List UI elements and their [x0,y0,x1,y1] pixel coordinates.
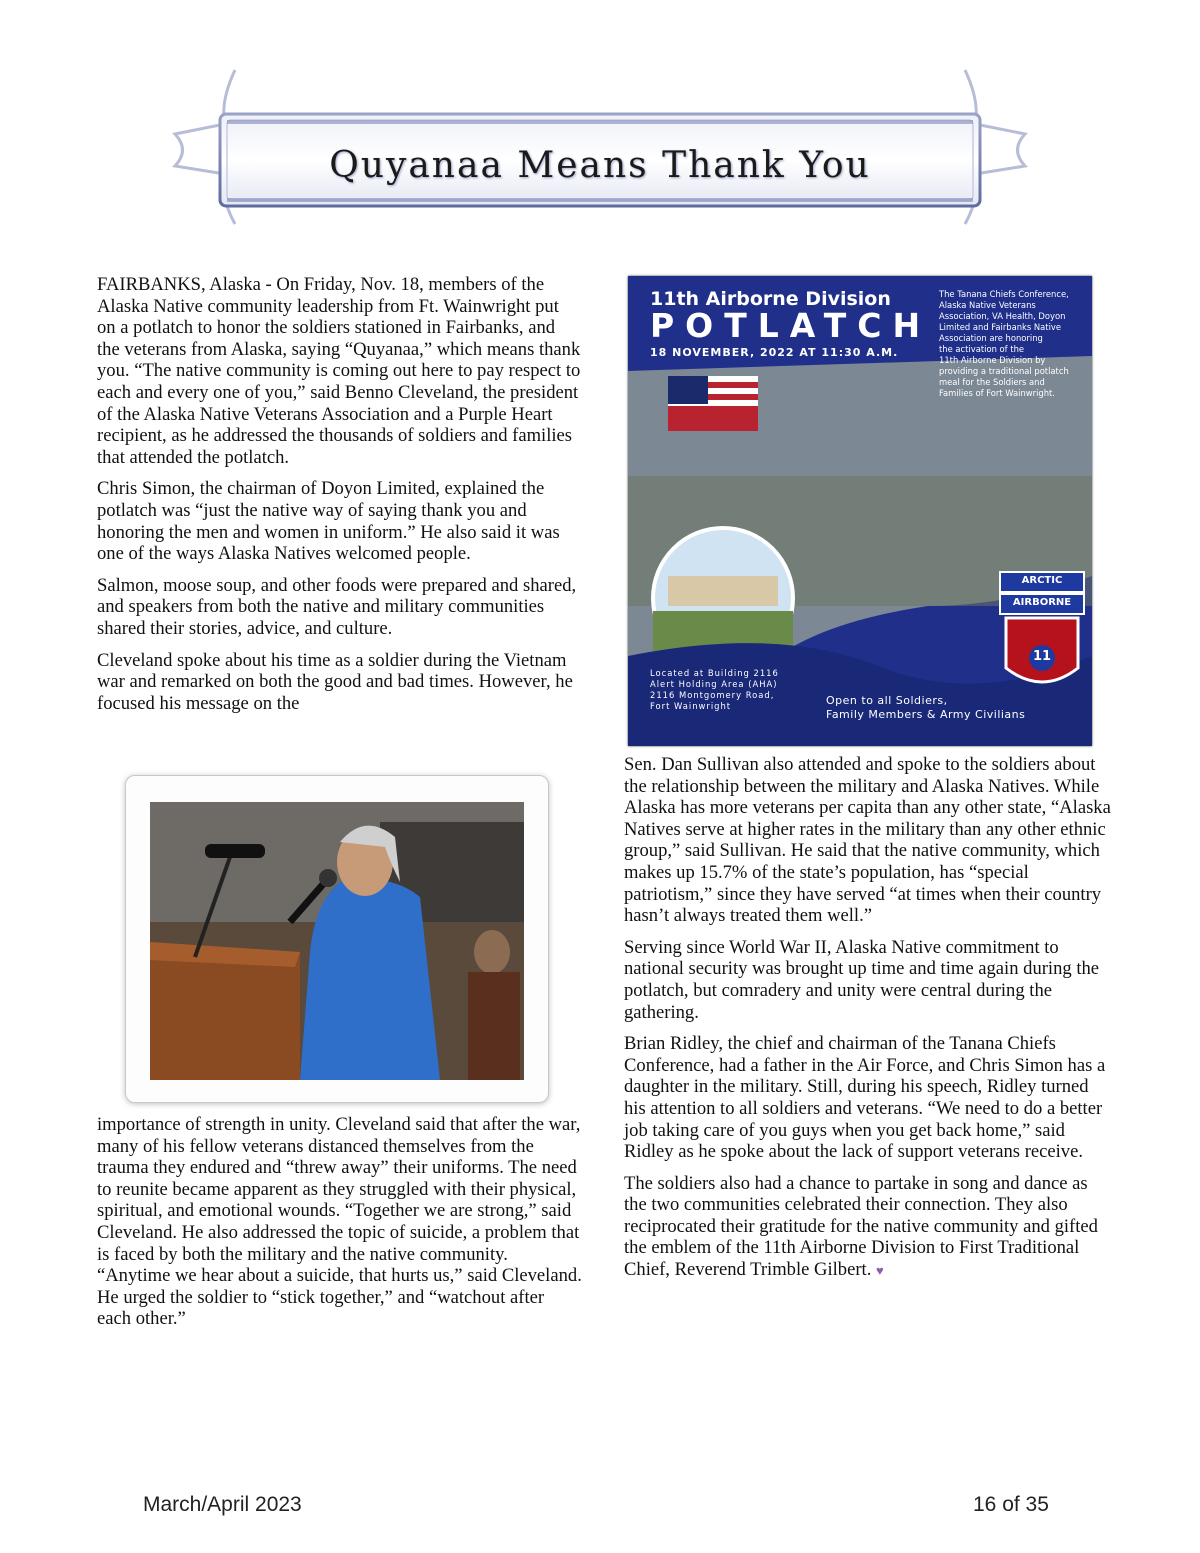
poster-location-line: Located at Building 2116 [650,668,779,678]
right-column [624,754,1114,1292]
heart-icon: ♥ [876,1263,884,1279]
left-column-bottom [97,1114,582,1340]
speaker-photo [150,802,524,1080]
paragraph: Sen. Dan Sullivan also attended and spoke to the soldiers about the relationship between the military and Alaska Natives. While Alaska has more veterans per capita than any other state, “Alaska Natives serve at higher rates in the military than any other ethnic group,” said Sullivan. He said that the native community, which makes up 15.7% of the state’s population, has “special patriotism,” since they have served “at times when their country hasn’t always treated them well.” [624,754,1111,927]
left-column-top [97,274,582,724]
poster-location-line: Alert Holding Area (AHA) [650,679,778,689]
patch-airborne-tab: AIRBORNE [1012,597,1072,608]
paragraph: Serving since World War II, Alaska Native commitment to national security was brought up time and time again during the potlatch, but comradery and unity were central during the gathering. [624,936,1100,1023]
poster-blurb-line: The Tanana Chiefs Conference, [939,289,1069,299]
poster-blurb [939,289,1089,399]
paragraph: FAIRBANKS, Alaska - On Friday, Nov. 18, members of the Alaska Native community leadership from Ft. Wainwright put on a potlatch to honor the soldiers stationed in Fairbanks, and the veterans from Alaska, saying “Quyanaa,” which means thank you. “The native community is coming out here to pay respect to each and every one of you,” said Benno Cleveland, the president of the Alaska Native Veterans Association and a Purple Heart recipient, as he addressed the thousands of soldiers and families that attended the potlatch. [97,274,581,468]
poster-open-to [826,694,1025,722]
title-banner [165,62,1035,232]
potlatch-poster [628,276,1092,746]
poster-blurb-line: Limited and Fairbanks Native [939,322,1062,332]
poster-date: 18 NOVEMBER, 2022 AT 11:30 A.M. [650,346,899,359]
page-title: Quyanaa Means Thank You [329,145,871,186]
patch-number: 11 [1032,649,1052,664]
speaker-photo-frame [125,775,549,1103]
poster-location-line: 2116 Montgomery Road, [650,690,775,700]
poster-blurb-line: 11th Airborne Division by [939,355,1046,365]
poster-big-word: POTLATCH [650,306,932,345]
poster-blurb-line: Association, VA Health, Doyon [939,311,1066,321]
paragraph: Chris Simon, the chairman of Doyon Limited, explained the potlatch was “just the native way of saying thank you and honoring the men and women in uniform.” He also said it was one of the ways Alaska Natives welcomed people. [97,478,560,565]
poster-open-line: Open to all Soldiers, [826,694,948,707]
paragraph [624,1173,1114,1282]
paragraph: importance of strength in unity. Cleveland said that after the war, many of his fellow veterans distanced themselves from the trauma they endured and “threw away” their uniforms. The need to reunite became apparent as they struggled with their physical, spiritual, and emotional wounds. “Together we are strong,” said Cleveland. He also addressed the topic of suicide, a problem that is faced by both the military and the native community. “Anytime we hear about a suicide, that hurts us,” said Cleveland. He urged the soldier to “stick together,” and “watchout after each other.” [97,1114,582,1330]
paragraph: Brian Ridley, the chief and chairman of the Tanana Chiefs Conference, had a father in the Air Force, and Chris Simon has a daughter in the military. Still, during his speech, Ridley turned his attention to all soldiers and veterans. “We need to do a better job taking care of you guys when you get back home,” said Ridley as he spoke about the lack of support veterans receive. [624,1033,1106,1163]
paragraph: Salmon, moose soup, and other foods were prepared and shared, and speakers from both the native and military communities shared their stories, advice, and culture. [97,574,577,639]
last-paragraph-text: The soldiers also had a chance to partake in song and dance as the two communities celebrated their connection. They also reciprocated their gratitude for the native community and gifted the emblem of the 11th Airborne Division to First Traditional Chief, Reverend Trimble Gilbert. [624,1172,1098,1281]
poster-heading: 11th Airborne Division [650,288,891,310]
poster-blurb-line: providing a traditional potlatch [939,366,1069,376]
poster-location [650,668,779,712]
footer-page-number: 16 of 35 [973,1493,1049,1516]
poster-blurb-line: Families of Fort Wainwright. [939,388,1055,398]
poster-blurb-line: meal for the Soldiers and [939,377,1045,387]
poster-open-line: Family Members & Army Civilians [826,708,1026,721]
poster-blurb-line: Association are honoring [939,333,1043,343]
patch-arctic-tab: ARCTIC [1021,575,1063,586]
poster-blurb-line: Alaska Native Veterans [939,300,1036,310]
poster-location-line: Fort Wainwright [650,701,732,711]
poster-blurb-line: the activation of the [939,344,1025,354]
paragraph: Cleveland spoke about his time as a soldier during the Vietnam war and remarked on both the good and bad times. However, he focused his message on the [97,649,573,714]
footer-issue-date: March/April 2023 [143,1493,302,1516]
